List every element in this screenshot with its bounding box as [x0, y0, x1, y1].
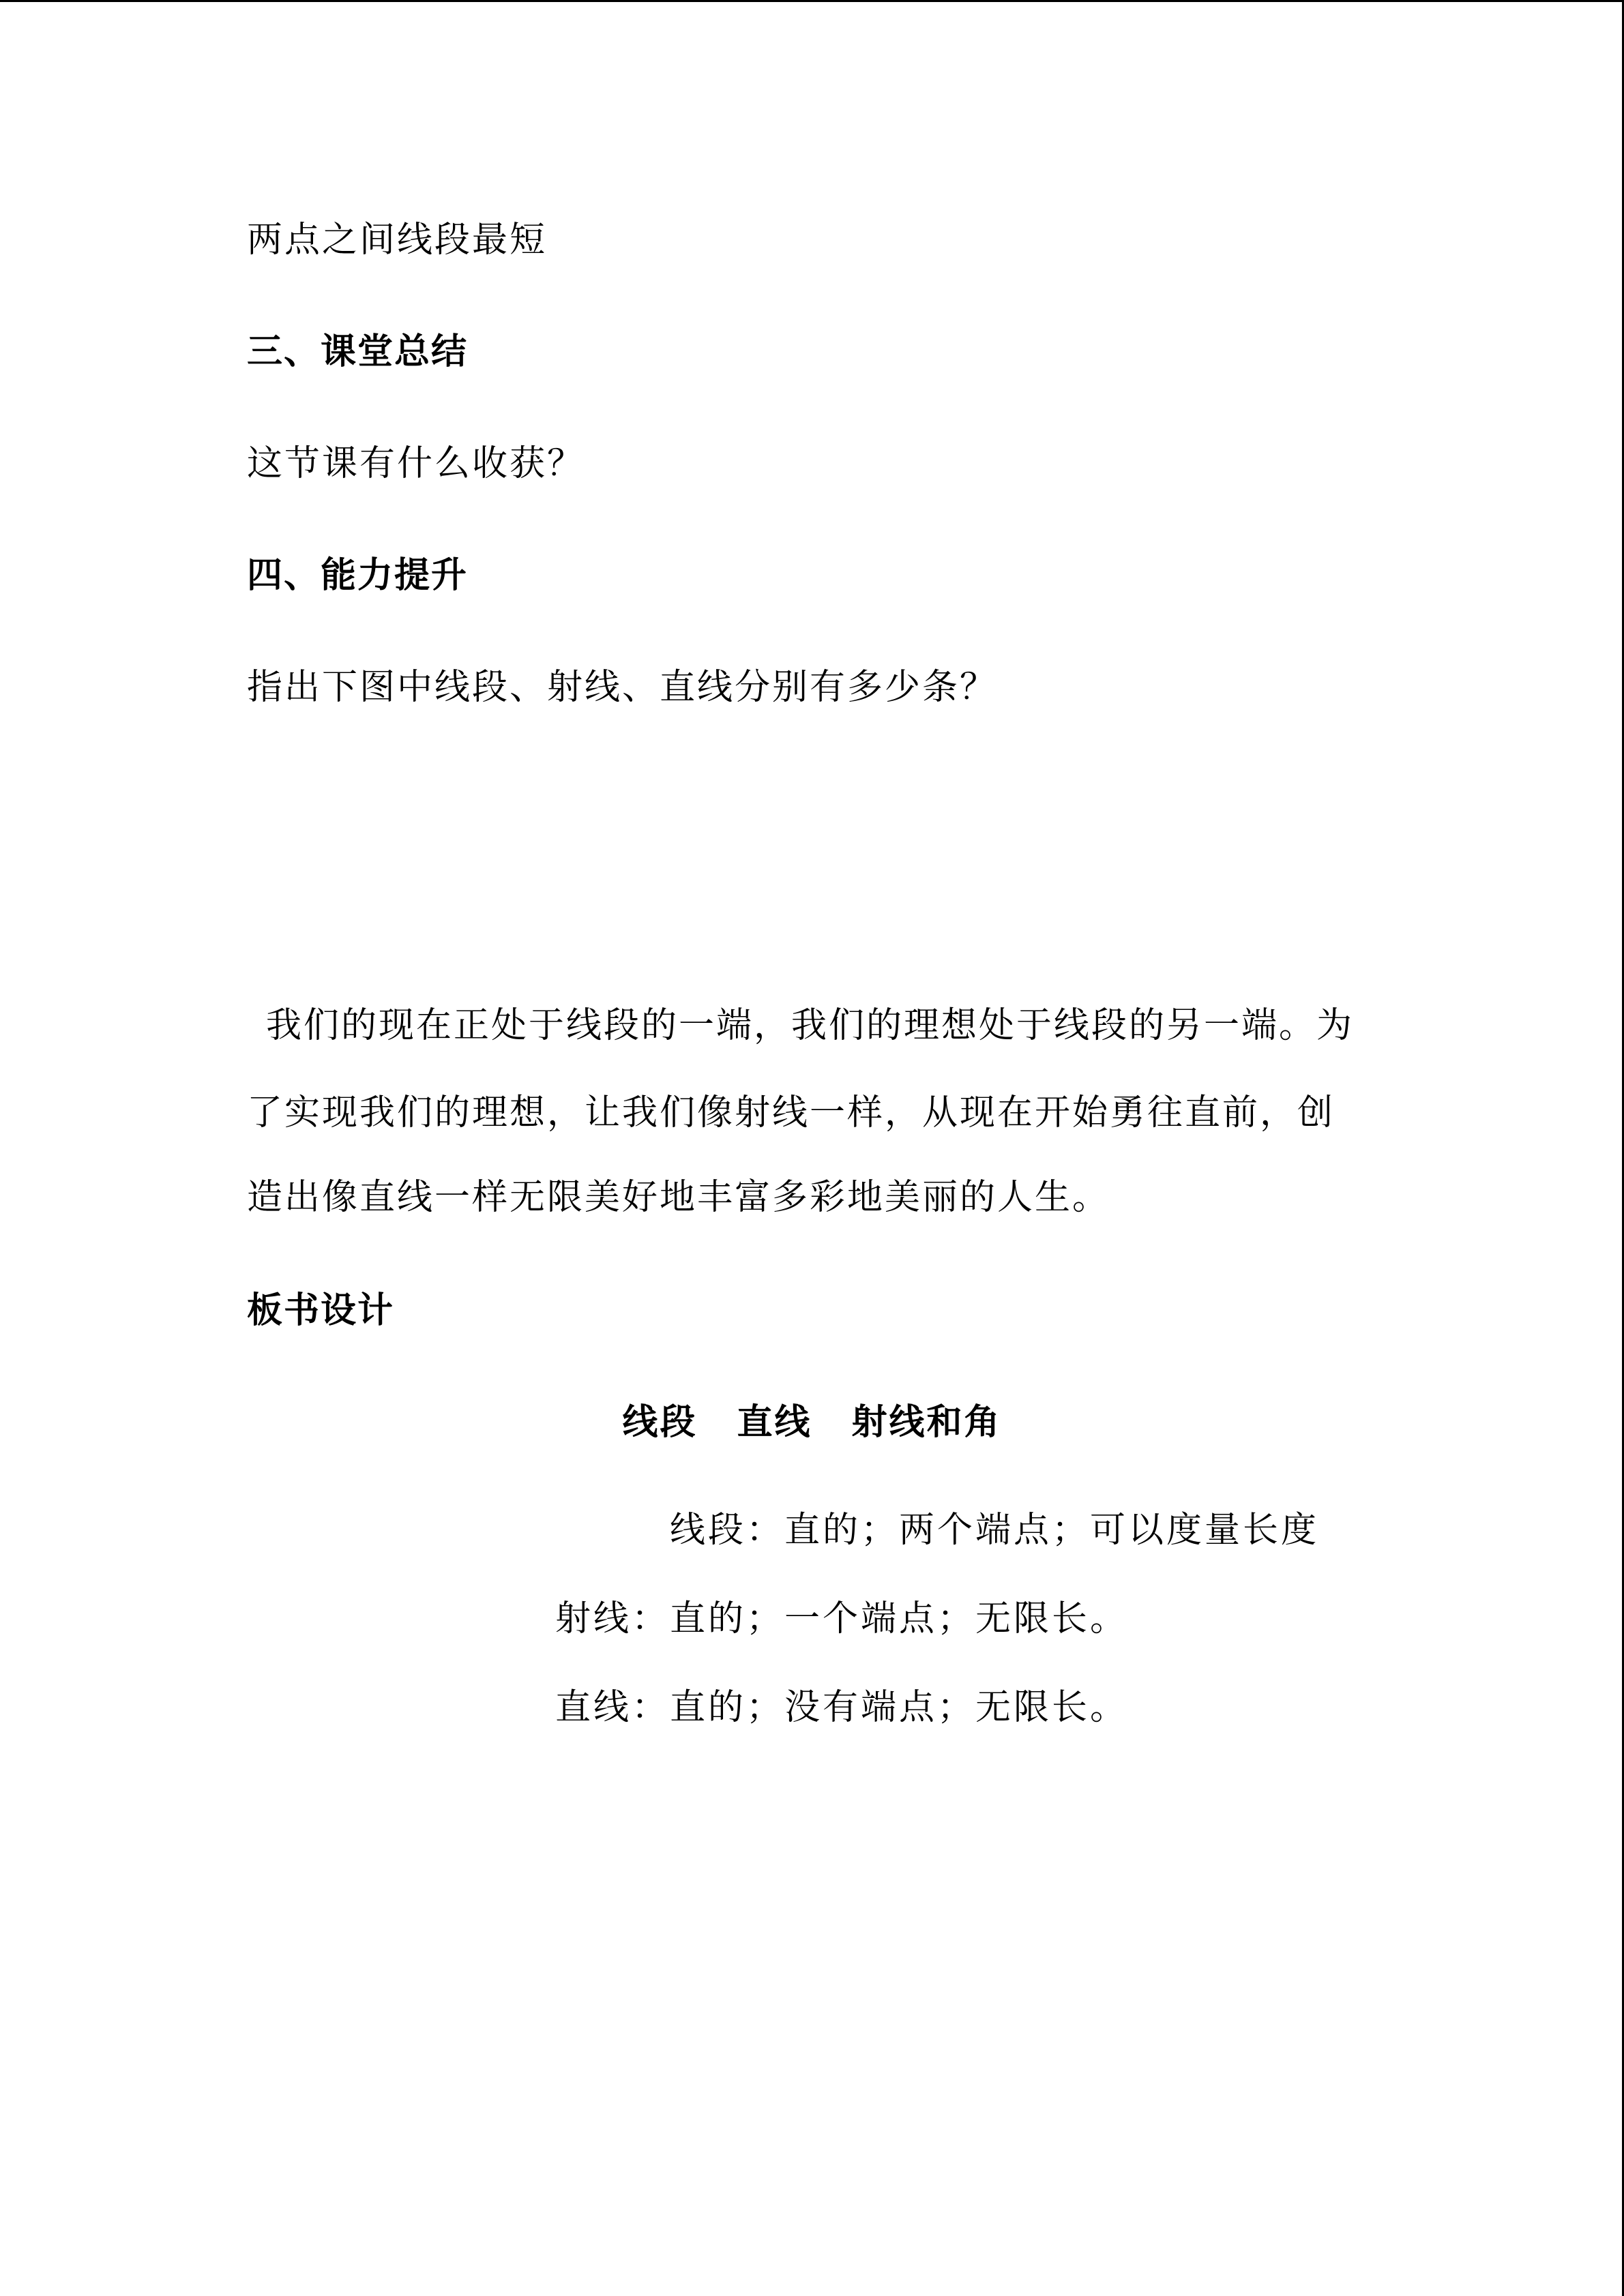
board-segment-definition: 线段：直的；两个端点；可以度量长度: [670, 1510, 1320, 1551]
heading-class-summary: 三、课堂总结: [247, 331, 469, 372]
heading-ability-improvement: 四、能力提升: [247, 555, 469, 596]
paragraph-line-2: 了实现我们的理想，让我们像射线一样，从现在开始勇往直前，创: [247, 1092, 1335, 1133]
text-shortest-segment: 两点之间线段最短: [247, 220, 548, 260]
paragraph-line-3: 造出像直线一样无限美好地丰富多彩地美丽的人生。: [247, 1177, 1110, 1218]
paragraph-line-1: 我们的现在正处于线段的一端，我们的理想处于线段的另一端。为: [266, 1005, 1355, 1046]
board-line-definition: 直线：直的；没有端点；无限长。: [555, 1687, 1129, 1728]
heading-board-design: 板书设计: [247, 1290, 395, 1331]
board-title-ray-angle: 射线和角: [851, 1402, 1002, 1443]
top-border-line: [0, 0, 1624, 2]
text-exercise-question: 指出下图中线段、射线、直线分别有多少条？: [247, 667, 998, 708]
board-title: [0, 1401, 1624, 1444]
board-title-line: 直线: [737, 1402, 812, 1443]
board-ray-definition: 射线：直的；一个端点；无限长。: [555, 1598, 1129, 1639]
text-what-learned: 这节课有什么收获？: [247, 443, 585, 484]
board-title-segment: 线段: [622, 1402, 698, 1443]
